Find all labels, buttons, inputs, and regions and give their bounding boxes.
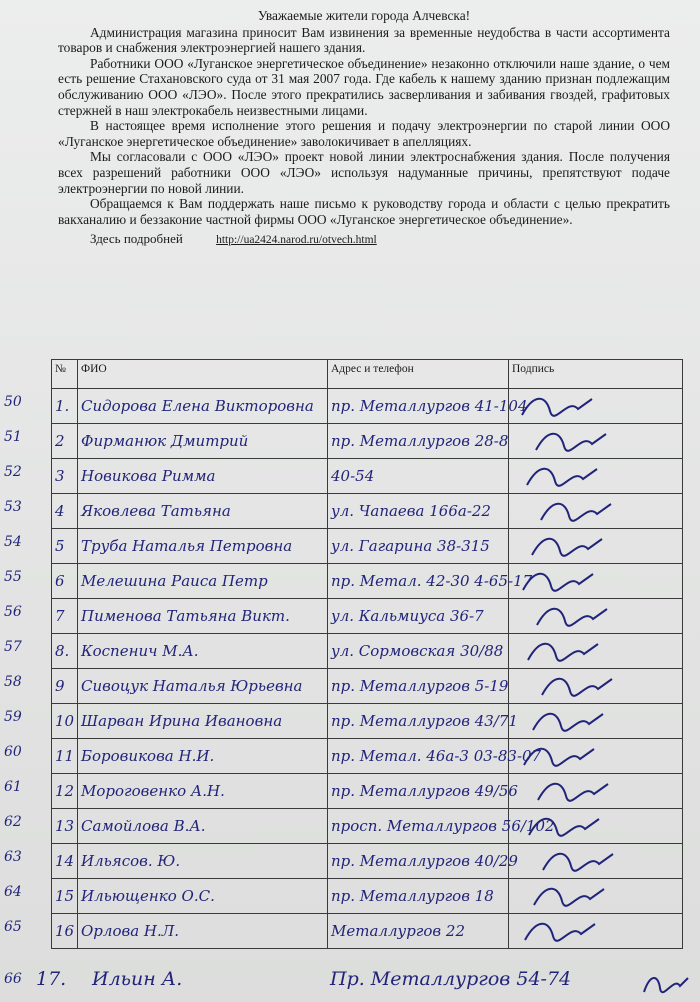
row-number: 6 <box>52 564 78 599</box>
row-address: ул. Гагарина 38-315 <box>328 529 509 564</box>
row-address: пр. Металлургов 28-8 <box>328 424 509 459</box>
notice-paragraph-4: Мы согласовали с ООО «ЛЭО» проект новой линии электроснабжения здания. После получения всех разрешений работники ООО «ЛЭО» используя надуманные причины, препятствуют подаче электроэнергии по новой линии. <box>58 149 670 196</box>
row-side-number: 51 <box>4 429 22 445</box>
row-fio: Самойлова В.А. <box>78 809 328 844</box>
row-fio: Яковлева Татьяна <box>78 494 328 529</box>
notice-paragraph-3: В настоящее время исполнение этого решения и подачу электроэнергии по старой линии ООО «Луганское энергетическое объединение» заволокичивает в апелляциях. <box>58 118 670 149</box>
row-number: 7 <box>52 599 78 634</box>
table-row <box>52 564 683 599</box>
row-signature <box>509 809 683 844</box>
row-number: 11 <box>52 739 78 774</box>
table-row <box>52 844 683 879</box>
row-number: 16 <box>52 914 78 949</box>
row-signature <box>509 634 683 669</box>
row-fio: Пименова Татьяна Викт. <box>78 599 328 634</box>
row-number: 15 <box>52 879 78 914</box>
row-fio: Ильющенко О.С. <box>78 879 328 914</box>
details-link[interactable]: http://ua2424.narod.ru/otvech.html <box>216 234 377 247</box>
table-row <box>52 704 683 739</box>
signature-scribble <box>512 881 672 911</box>
row-fio: Мелешина Раиса Петр <box>78 564 328 599</box>
row-number: 10 <box>52 704 78 739</box>
row-address: 40-54 <box>328 459 509 494</box>
signature-table <box>51 359 683 949</box>
notice-block <box>58 8 670 249</box>
row-signature <box>509 599 683 634</box>
row-signature <box>509 844 683 879</box>
signature-scribble <box>512 916 672 946</box>
row-number: 4 <box>52 494 78 529</box>
signature-scribble <box>512 566 672 596</box>
signature-scribble <box>512 496 672 526</box>
notice-paragraph-5: Обращаемся к Вам поддержать наше письмо к руководству города и области с целью прекратить вакханалию и беззаконие частной фирмы ООО «Луганское энергетическое объединение». <box>58 196 670 227</box>
row-fio: Боровикова Н.И. <box>78 739 328 774</box>
row-side-number: 58 <box>4 674 22 690</box>
row-address: пр. Метал. 42-30 4-65-17 <box>328 564 509 599</box>
row-address: пр. Металлургов 49/56 <box>328 774 509 809</box>
row-signature <box>509 704 683 739</box>
row-side-number: 57 <box>4 639 22 655</box>
row-number: 8. <box>52 634 78 669</box>
row-address: пр. Металлургов 40/29 <box>328 844 509 879</box>
row-fio: Ильясов. Ю. <box>78 844 328 879</box>
row-number: 14 <box>52 844 78 879</box>
details-line <box>58 231 670 249</box>
row-fio: Шарван Ирина Ивановна <box>78 704 328 739</box>
header-signature: Подпись <box>509 360 683 389</box>
row-side-number: 64 <box>4 884 22 900</box>
header-address: Адрес и телефон <box>328 360 509 389</box>
row-signature <box>509 914 683 949</box>
notice-paragraph-2: Работники ООО «Луганское энергетическое объединение» незаконно отключили наше здание, о чем есть решение Стахановского суда от 31 мая 2007 года. Где кабель к нашему зданию признан подлежащим обслуживанию ООО «ЛЭО». После этого прекратились засверливания и забивания гвоздей, графитовых стержней в наш электрокабель неизвестными лицами. <box>58 55 670 118</box>
row-number: 2 <box>52 424 78 459</box>
row-side-number: 63 <box>4 849 22 865</box>
details-label: Здесь подробней <box>90 231 183 247</box>
row-fio: Фирманюк Дмитрий <box>78 424 328 459</box>
signature-scribble <box>512 846 672 876</box>
table-row <box>52 459 683 494</box>
table-row <box>52 739 683 774</box>
row-side-number: 65 <box>4 919 22 935</box>
row-side-number: 52 <box>4 464 22 480</box>
row-side-number: 59 <box>4 709 22 725</box>
footer-address: Пр. Металлургов 54-74 <box>330 968 572 990</box>
row-address: Металлургов 22 <box>328 914 509 949</box>
notice-paragraph-1: Администрация магазина приносит Вам извинения за временные неудобства в части ассортимента товаров и снабжения электроэнергией нашего здания. <box>58 24 670 56</box>
row-number: 3 <box>52 459 78 494</box>
row-address: пр. Металлургов 18 <box>328 879 509 914</box>
footer-signature <box>640 970 692 998</box>
header-fio: ФИО <box>78 360 328 389</box>
row-side-number: 54 <box>4 534 22 550</box>
row-side-number: 55 <box>4 569 22 585</box>
row-fio: Новикова Римма <box>78 459 328 494</box>
table-row <box>52 914 683 949</box>
table-row <box>52 809 683 844</box>
table-row <box>52 669 683 704</box>
row-address: ул. Кальмиуса 36-7 <box>328 599 509 634</box>
footer-fio: Ильин А. <box>92 968 183 990</box>
row-side-number: 56 <box>4 604 22 620</box>
row-signature <box>509 774 683 809</box>
signature-scribble <box>512 636 672 666</box>
table-header-row <box>52 360 683 389</box>
signature-scribble <box>512 776 672 806</box>
row-side-number: 61 <box>4 779 22 795</box>
row-signature <box>509 459 683 494</box>
table-row <box>52 494 683 529</box>
table-row <box>52 424 683 459</box>
row-address: пр. Металлургов 5-19 <box>328 669 509 704</box>
signature-scribble <box>512 461 672 491</box>
row-signature <box>509 879 683 914</box>
row-signature <box>509 389 683 424</box>
signature-scribble <box>512 601 672 631</box>
row-fio: Сидорова Елена Викторовна <box>78 389 328 424</box>
row-signature <box>509 564 683 599</box>
row-side-number: 60 <box>4 744 22 760</box>
row-fio: Коспенич М.А. <box>78 634 328 669</box>
table-row <box>52 879 683 914</box>
signature-scribble <box>512 706 672 736</box>
row-address: ул. Сормовская 30/88 <box>328 634 509 669</box>
row-side-number: 50 <box>4 394 22 410</box>
signature-scribble <box>512 391 672 421</box>
row-fio: Труба Наталья Петровна <box>78 529 328 564</box>
row-number: 13 <box>52 809 78 844</box>
row-signature <box>509 424 683 459</box>
row-address: ул. Чапаева 166а-22 <box>328 494 509 529</box>
row-side-number: 62 <box>4 814 22 830</box>
signature-scribble <box>512 531 672 561</box>
row-address: пр. Метал. 46а-3 03-83-07 <box>328 739 509 774</box>
row-side-number: 53 <box>4 499 22 515</box>
table-row <box>52 599 683 634</box>
footer-row-number: 17. <box>36 968 67 990</box>
row-address: пр. Металлургов 41-104 <box>328 389 509 424</box>
row-signature <box>509 494 683 529</box>
signature-scribble <box>512 671 672 701</box>
signature-scribble <box>512 811 672 841</box>
signature-scribble <box>512 426 672 456</box>
row-signature <box>509 529 683 564</box>
row-address: просп. Металлургов 56/102 <box>328 809 509 844</box>
row-number: 1. <box>52 389 78 424</box>
row-signature <box>509 669 683 704</box>
header-number: № <box>52 360 78 389</box>
row-fio: Орлова Н.Л. <box>78 914 328 949</box>
row-number: 5 <box>52 529 78 564</box>
row-number: 12 <box>52 774 78 809</box>
row-fio: Сивоцук Наталья Юрьевна <box>78 669 328 704</box>
row-fio: Мороговенко А.Н. <box>78 774 328 809</box>
row-number: 9 <box>52 669 78 704</box>
table-row <box>52 389 683 424</box>
row-address: пр. Металлургов 43/71 <box>328 704 509 739</box>
footer-side-number: 66 <box>4 971 22 987</box>
notice-title: Уважаемые жители города Алчевска! <box>257 8 471 23</box>
table-row <box>52 774 683 809</box>
table-row <box>52 634 683 669</box>
table-row <box>52 529 683 564</box>
